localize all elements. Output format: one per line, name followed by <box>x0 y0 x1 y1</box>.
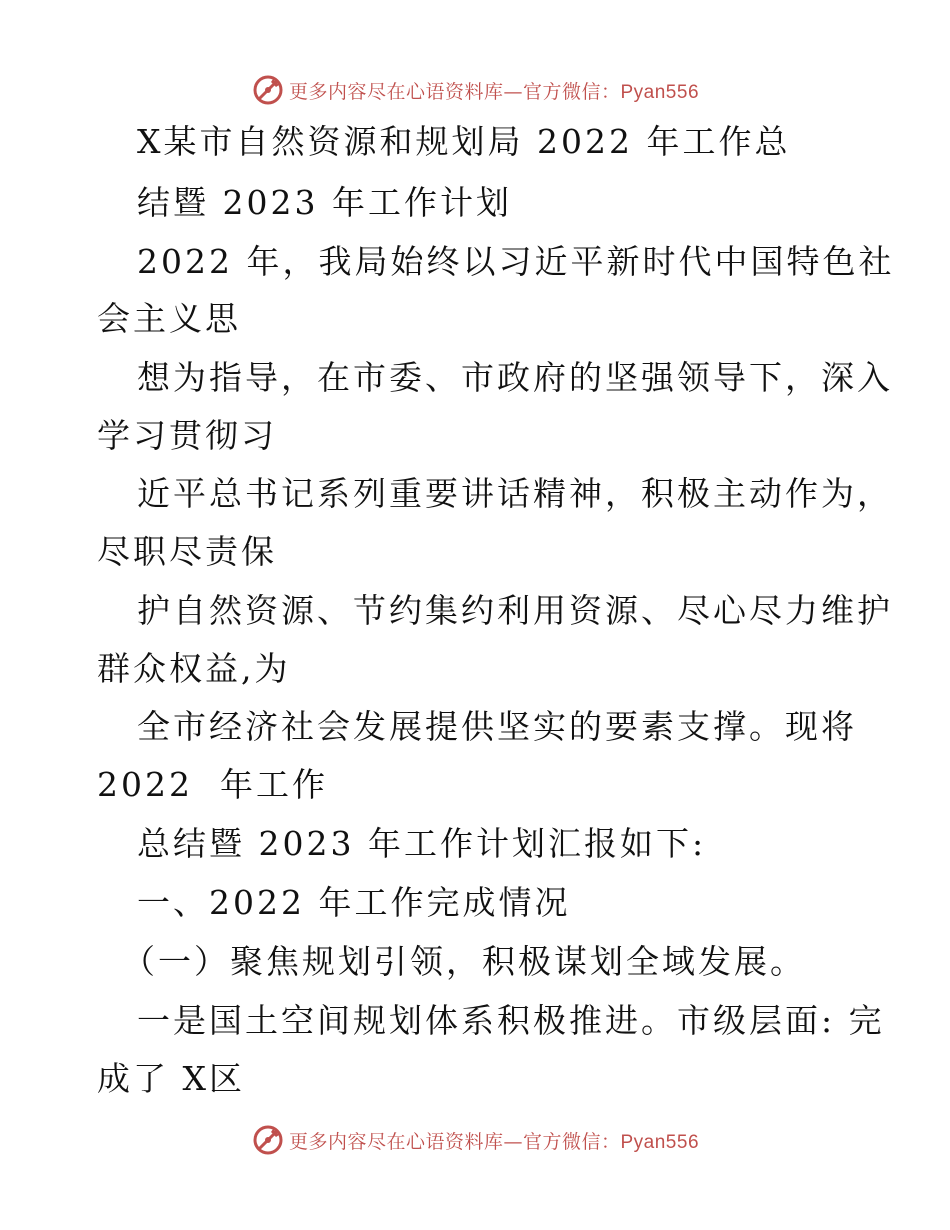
footer-watermark <box>0 1120 950 1160</box>
paragraph-line: 会主义思 <box>97 299 241 338</box>
paragraph-line: 全市经济社会发展提供坚实的要素支撑。现将 <box>137 707 857 746</box>
watermark-wechat-id: Pyan556 <box>620 81 700 103</box>
paragraph-line: 一是国土空间规划体系积极推进。市级层面: 完 <box>137 1001 885 1040</box>
watermark-text <box>289 1127 699 1154</box>
watermark-site-text: 更多内容尽在心语资料库 <box>288 80 504 103</box>
watermark-dash: — <box>503 80 523 103</box>
pen-logo-icon <box>251 73 285 107</box>
watermark-text <box>289 77 699 104</box>
watermark-wechat-id: Pyan556 <box>620 1131 700 1153</box>
subsection-heading: （一）聚焦规划引领，积极谋划全域发展。 <box>122 942 806 981</box>
pen-logo-icon <box>251 1123 285 1157</box>
paragraph-line: 近平总书记系列重要讲话精神，积极主动作为， <box>137 474 893 513</box>
paragraph-line: 学习贯彻习 <box>97 416 277 455</box>
paragraph-line: 尽职尽责保 <box>97 532 277 571</box>
paragraph-line: 成了 X区 <box>97 1059 245 1098</box>
paragraph-line: 护自然资源、节约集约利用资源、尽心尽力维护 <box>137 591 893 630</box>
paragraph-line: 想为指导，在市委、市政府的坚强领导下，深入 <box>137 358 893 397</box>
paragraph-line: 2022 年工作 <box>97 765 328 804</box>
title-line-1: X某市自然资源和规划局 2022 年工作总 <box>137 122 791 161</box>
title-line-2: 结暨 2023 年工作计划 <box>137 183 512 222</box>
paragraph-line: 总结暨 2023 年工作计划汇报如下: <box>137 824 707 863</box>
watermark-dash: — <box>503 1130 523 1153</box>
paragraph-line: 2022 年，我局始终以习近平新时代中国特色社 <box>137 242 895 281</box>
watermark-site-text: 更多内容尽在心语资料库 <box>288 1130 504 1153</box>
watermark-wechat-label: 官方微信： <box>522 1130 621 1153</box>
paragraph-line: 群众权益,为 <box>97 649 291 688</box>
header-watermark <box>0 70 950 110</box>
watermark-wechat-label: 官方微信： <box>522 80 621 103</box>
section-heading: 一、2022 年工作完成情况 <box>137 883 571 922</box>
